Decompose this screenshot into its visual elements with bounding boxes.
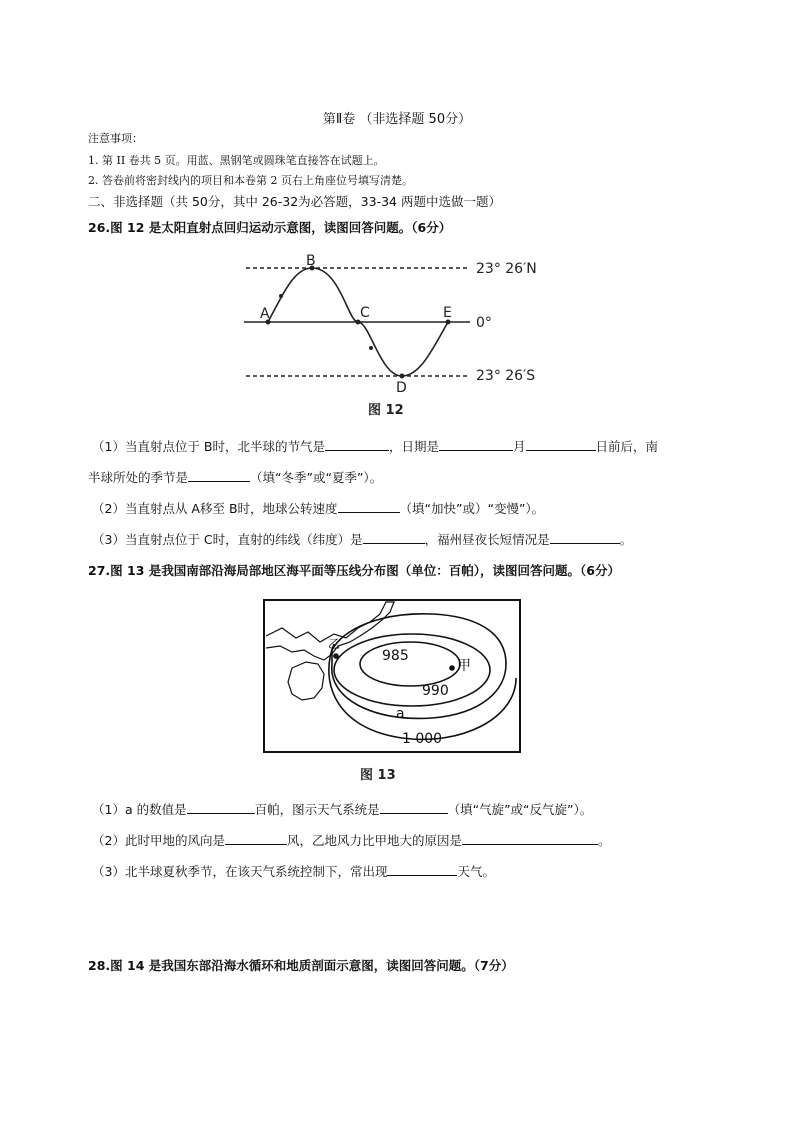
point-yi-label: 乙 [328,637,341,651]
label-a: A [260,306,270,322]
lat-north-label: 23° 26′N [476,261,537,277]
q26-stem: 26.图 12 是太阳直射点回归运动示意图，读图回答问题。（6分） [88,220,452,235]
isobar-985-label: 985 [382,648,409,664]
answer-blank[interactable] [387,863,457,876]
answer-blank[interactable] [363,531,425,544]
q27-part-2: （2）此时甲地的风向是 风，乙地风力比甲地大的原因是 。 [92,833,611,848]
q28-stem: 28.图 14 是我国东部沿海水循环和地质剖面示意图，读图回答问题。（7分） [88,958,514,973]
q26-part-1-cont: 半球所处的季节是 （填“冬季”或“夏季”）。 [88,470,383,485]
answer-blank[interactable] [225,832,287,845]
notes-heading: 注意事项： [88,132,143,145]
answer-blank[interactable] [325,438,389,451]
label-e: E [443,305,452,321]
figure-12-caption: 图 12 [368,403,404,418]
isobar-1000-label: 1 000 [402,731,443,747]
figure-13-isobar-map [262,598,524,788]
lat-south-label: 23° 26′S [476,368,536,384]
isobar-a-label: a [396,706,405,722]
figure-12-sun-migration [240,250,560,420]
answer-blank[interactable] [439,438,513,451]
answer-blank[interactable] [338,500,400,513]
label-d: D [396,380,407,396]
section-title: 第Ⅱ卷 （非选择题 50分） [322,112,472,127]
label-c: C [360,305,370,321]
answer-blank[interactable] [526,438,596,451]
lat-equator-label: 0° [476,315,492,331]
figure-13-caption: 图 13 [360,768,396,783]
q27-part-3: （3）北半球夏秋季节，在该天气系统控制下，常出现 天气。 [92,864,495,879]
q27-stem: 27.图 13 是我国南部沿海局部地区海平面等压线分布图（单位：百帕），读图回答问题。（6分） [88,563,620,578]
q26-part-3: （3）当直射点位于 C时，直射的纬线（纬度）是 ，福州昼夜长短情况是 。 [92,532,633,547]
answer-blank[interactable] [462,832,598,845]
point-jia-label: 甲 [457,658,471,674]
note-item-1: 1. 第 II 卷共 5 页。用蓝、黑钢笔或圆珠笔直接答在试题上。 [88,154,385,167]
note-item-2: 2. 答卷前将密封线内的项目和本卷第 2 页右上角座位号填写清楚。 [88,174,413,187]
point-d [400,374,405,379]
q26-part-1: （1）当直射点位于 B时，北半球的节气是 ，日期是 月 日前后，南 [92,439,659,454]
arrow-dot-2 [369,346,373,350]
q26-part-2: （2）当直射点从 A移至 B时，地球公转速度 （填“加快”或）“变慢”）。 [92,501,545,516]
answer-blank[interactable] [550,531,620,544]
point-yi-marker [333,653,339,659]
isobar-990-label: 990 [422,683,449,699]
answer-blank[interactable] [187,801,255,814]
q27-part-1: （1）a 的数值是 百帕，图示天气系统是 （填“气旋”或“反气旋”）。 [92,802,593,817]
answer-blank[interactable] [380,801,448,814]
arrow-dot-1 [279,294,283,298]
section-heading: 二、非选择题（共 50分，其中 26-32为必答题，33-34 两题中选做一题） [88,194,501,209]
answer-blank[interactable] [188,469,250,482]
label-b: B [306,253,316,269]
point-jia-marker [449,665,455,671]
